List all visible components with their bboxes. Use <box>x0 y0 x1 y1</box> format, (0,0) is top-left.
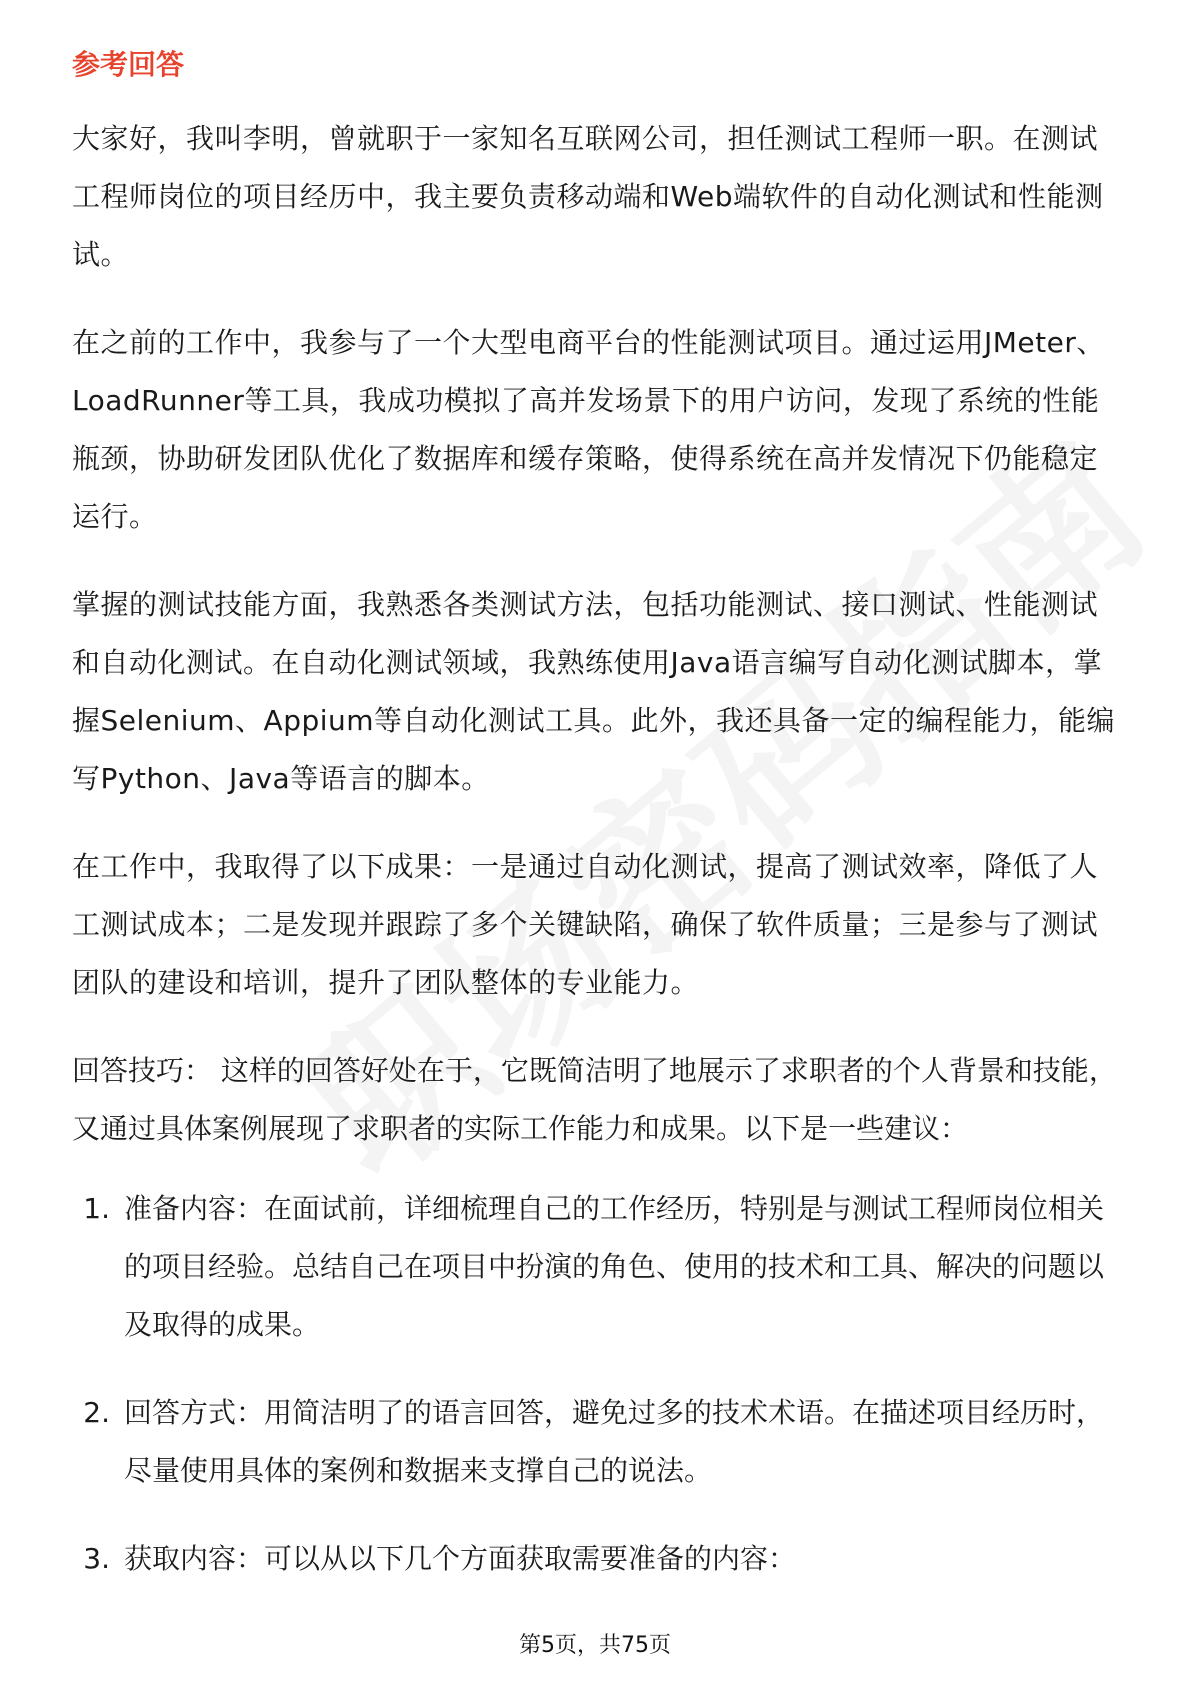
suggestion-list <box>72 1180 1118 1588</box>
list-item-text: 准备内容：在面试前，详细梳理自己的工作经历，特别是与测试工程师岗位相关的项目经验。总结自己在项目中扮演的角色、使用的技术和工具、解决的问题以及取得的成果。 <box>124 1192 1105 1341</box>
paragraph-project: 在之前的工作中，我参与了一个大型电商平台的性能测试项目。通过运用JMeter、LoadRunner等工具，我成功模拟了高并发场景下的用户访问，发现了系统的性能瓶颈，协助研发团队优化了数据库和缓存策略，使得系统在高并发情况下仍能稳定运行。 <box>72 326 1105 533</box>
list-item-number: 1. <box>83 1192 110 1225</box>
answer-tips: 回答技巧： 这样的回答好处在于，它既简洁明了地展示了求职者的个人背景和技能，又通过具体案例展现了求职者的实际工作能力和成果。以下是一些建议： <box>72 1054 1117 1145</box>
section-heading: 参考回答 <box>72 48 185 81</box>
list-item-number: 3. <box>83 1542 110 1575</box>
document-content <box>72 40 1118 1618</box>
list-item-text: 回答方式：用简洁明了的语言回答，避免过多的技术术语。在描述项目经历时，尽量使用具体的案例和数据来支撑自己的说法。 <box>124 1396 1105 1487</box>
list-item <box>72 1384 1118 1500</box>
paragraph-intro: 大家好，我叫李明，曾就职于一家知名互联网公司，担任测试工程师一职。在测试工程师岗位的项目经历中，我主要负责移动端和Web端软件的自动化测试和性能测试。 <box>72 122 1104 271</box>
paragraph-skills: 掌握的测试技能方面，我熟悉各类测试方法，包括功能测试、接口测试、性能测试和自动化测试。在自动化测试领域，我熟练使用Java语言编写自动化测试脚本，掌握Selenium、Appium等自动化测试工具。此外，我还具备一定的编程能力，能编写Python、Java等语言的脚本。 <box>72 588 1116 795</box>
list-item-number: 2. <box>83 1396 110 1429</box>
list-item <box>72 1530 1118 1588</box>
paragraph-achievements: 在工作中，我取得了以下成果：一是通过自动化测试，提高了测试效率，降低了人工测试成本；二是发现并跟踪了多个关键缺陷，确保了软件质量；三是参与了测试团队的建设和培训，提升了团队整体的专业能力。 <box>72 850 1099 999</box>
list-item <box>72 1180 1118 1354</box>
list-item-text: 获取内容：可以从以下几个方面获取需要准备的内容： <box>124 1542 797 1575</box>
page-footer: 第5页，共75页 <box>519 1633 671 1658</box>
